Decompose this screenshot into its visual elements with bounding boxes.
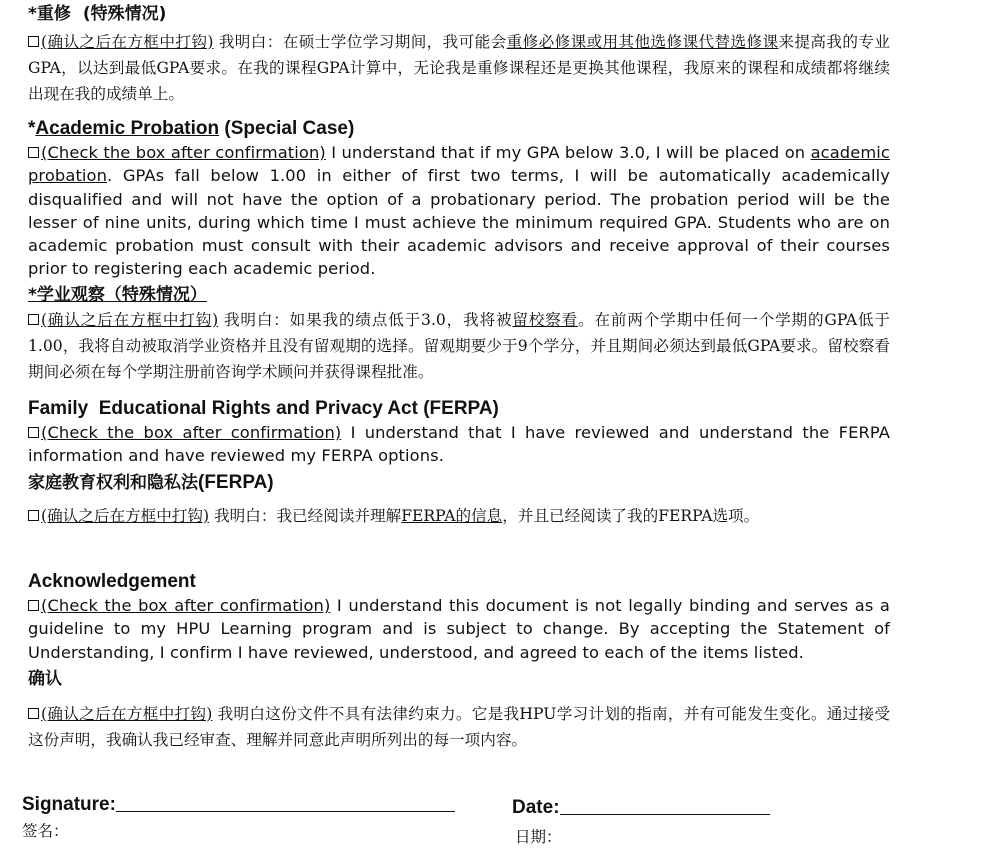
ferpa-paragraph-zh: (确认之后在方框中打钩) 我明白：我已经阅读并理解FERPA的信息，并且已经阅读了我的FERPA选项。 bbox=[28, 503, 890, 529]
academic-probation-section-zh bbox=[28, 284, 890, 385]
acknowledgement-paragraph-zh: (确认之后在方框中打钩) 我明白这份文件不具有法律约束力。它是我HPU学习计划的指南，并有可能发生变化。通过接受这份声明，我确认我已经审查、理解并同意此声明所列出的每一项内容。 bbox=[28, 705, 890, 749]
academic-probation-heading-zh: *学业观察（特殊情况） bbox=[28, 285, 207, 305]
signature-label-zh: 签名： bbox=[22, 822, 69, 840]
retake-underlined-text: 重修必修课或用其他选修课代替选修课 bbox=[506, 33, 779, 51]
ferpa-section bbox=[28, 398, 890, 468]
retake-heading: *重修 (特殊情况) bbox=[28, 4, 167, 24]
academic-probation-link-text: academic probation bbox=[28, 143, 890, 186]
acknowledgement-checkbox-zh[interactable] bbox=[28, 708, 39, 719]
checkbox-instruction: (确认之后在方框中打钩) bbox=[41, 507, 210, 525]
date-label: Date bbox=[512, 797, 554, 818]
probation-underlined-text: 留校察看 bbox=[512, 311, 579, 329]
acknowledgement-section-zh bbox=[28, 668, 890, 753]
checkbox-instruction: (Check the box after confirmation) bbox=[41, 423, 342, 442]
acknowledgement-heading: Acknowledgement bbox=[28, 571, 196, 592]
acknowledgement-heading-zh: 确认 bbox=[28, 669, 62, 689]
academic-probation-paragraph: (Check the box after confirmation) I understand that if my GPA below 3.0, I will be placed on academic probation. GPAs fall below 1.00 in either of first two terms, I will be automatically academically disqualified and will not have the option of a probationary period. The probation period will be the lesser of nine units, during which time I must achieve the minimum required GPA. Students who are on academic probation must consult with their academic advisors and receive approval of their courses prior to registering each academic period. bbox=[28, 143, 890, 279]
acknowledgement-section bbox=[28, 571, 890, 664]
checkbox-instruction: (确认之后在方框中打钩) bbox=[41, 33, 214, 51]
academic-probation-checkbox-zh[interactable] bbox=[28, 314, 39, 325]
retake-section-zh bbox=[28, 3, 890, 107]
ferpa-heading: Family Educational Rights and Privacy Act (FERPA) bbox=[28, 398, 499, 419]
academic-probation-paragraph-zh: (确认之后在方框中打钩) 我明白：如果我的绩点低于3.0，我将被留校察看。在前两个学期中任何一个学期的GPA低于1.00，我将自动被取消学业资格并且没有留观期的选择。留观期要少于9个学分，并且期间必须达到最低GPA要求。留校察看期间必须在每个学期注册前咨询学术顾问并获得课程批准。 bbox=[28, 311, 890, 381]
retake-heading-sub: (特殊情况) bbox=[82, 4, 167, 24]
signature-line[interactable] bbox=[116, 795, 455, 812]
signature-label: Signature bbox=[22, 794, 110, 815]
ferpa-underlined-text: FERPA的信息 bbox=[401, 507, 503, 525]
ferpa-checkbox-zh[interactable] bbox=[28, 510, 39, 521]
ferpa-section-zh bbox=[28, 472, 890, 529]
ferpa-heading-zh: 家庭教育权利和隐私法(FERPA) bbox=[28, 472, 274, 493]
date-label-zh: 日期： bbox=[515, 828, 562, 846]
checkbox-instruction: (确认之后在方框中打钩) bbox=[41, 705, 213, 723]
signature-field: Signature: bbox=[22, 794, 455, 816]
ferpa-paragraph: (Check the box after confirmation) I understand that I have reviewed and understand the FERPA information and have reviewed my FERPA options. bbox=[28, 423, 890, 466]
acknowledgement-paragraph: (Check the box after confirmation) I understand this document is not legally binding and serves as a guideline to my HPU Learning program and is subject to change. By accepting the Statement of Understanding, I confirm I have reviewed, understood, and agreed to each of the items listed. bbox=[28, 596, 890, 662]
checkbox-instruction: (Check the box after confirmation) bbox=[41, 596, 331, 615]
ferpa-checkbox[interactable] bbox=[28, 427, 39, 438]
academic-probation-heading: *Academic Probation (Special Case) bbox=[28, 118, 355, 139]
academic-probation-checkbox[interactable] bbox=[28, 147, 39, 158]
date-line[interactable] bbox=[560, 798, 770, 815]
retake-paragraph: (确认之后在方框中打钩) 我明白：在硕士学位学习期间，我可能会重修必修课或用其他选修课代替选修课来提高我的专业GPA，以达到最低GPA要求。在我的课程GPA计算中，无论我是重修课程还是更换其他课程，我原来的课程和成绩都将继续出现在我的成绩单上。 bbox=[28, 33, 890, 103]
date-field: Date: bbox=[512, 797, 770, 819]
retake-checkbox[interactable] bbox=[28, 36, 39, 47]
checkbox-instruction: (Check the box after confirmation) bbox=[41, 143, 326, 162]
acknowledgement-checkbox[interactable] bbox=[28, 600, 39, 611]
checkbox-instruction: (确认之后在方框中打钩) bbox=[41, 311, 219, 329]
academic-probation-section bbox=[28, 118, 890, 281]
